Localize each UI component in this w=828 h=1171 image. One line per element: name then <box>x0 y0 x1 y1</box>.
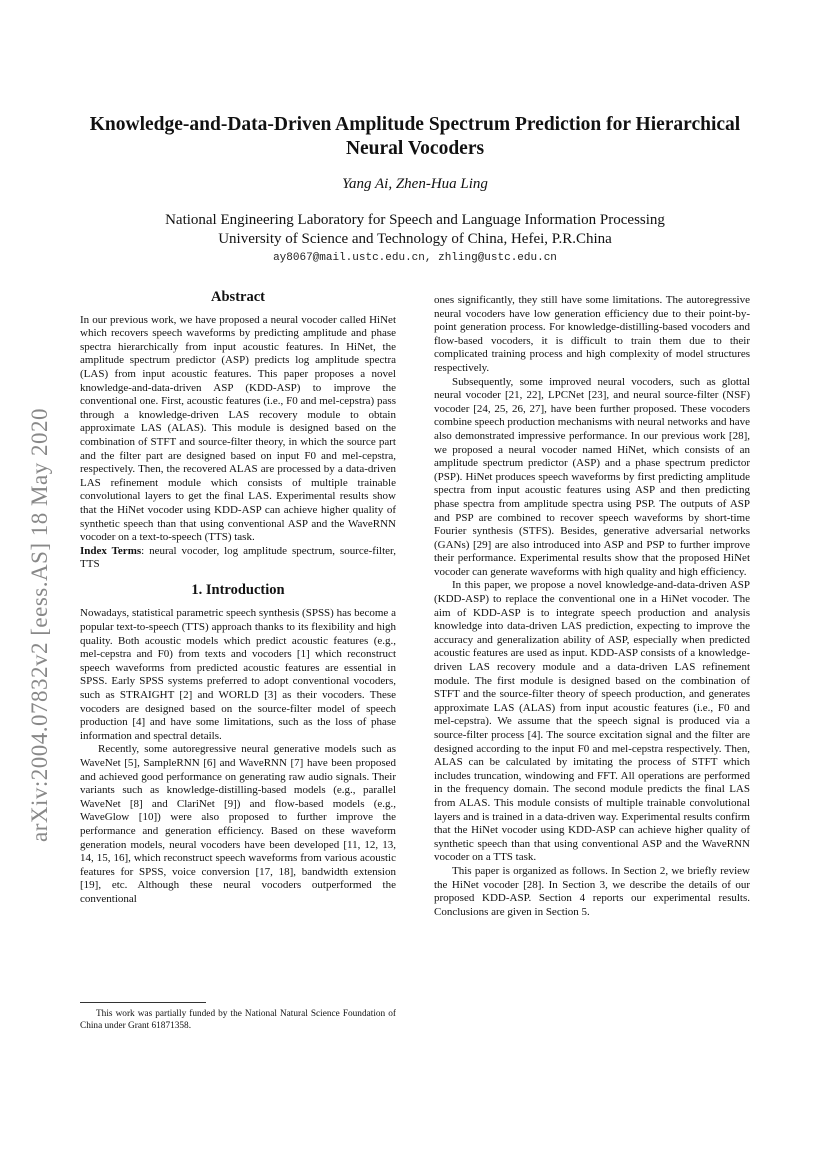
footnote-rule <box>80 1002 206 1003</box>
paper-title: Knowledge-and-Data-Driven Amplitude Spectrum Prediction for Hierarchical Neural Vocoders <box>89 114 741 159</box>
author-emails: ay8067@mail.ustc.edu.cn, zhling@ustc.edu.cn <box>273 252 557 264</box>
affiliation <box>70 211 760 249</box>
footnote-text: This work was partially funded by the National Natural Science Foundation of China under Grant 61871358. <box>80 1009 396 1031</box>
intro-paragraph-4: Subsequently, some improved neural vocoders, such as glottal neural vocoder [21, 22], LPCNet [23], and neural source-filter (NSF) vocoder [24, 25, 26, 27], have been further proposed. These vocoders combine speech production mechanisms with neural networks and have also demonstrated impressive performance. In our previous work [28], we proposed a neural vocoder named HiNet, which consists of an amplitude spectrum predictor (ASP) and a phase spectrum predictor (PSP). HiNet produces speech waveforms by first predicting amplitude spectra from input acoustic features using ASP and then predicting phase spectra from amplitude spectra using PSP. The outputs of ASP and PSP are combined to recover speech waveforms by short-time Fourier synthesis (STFS). Besides, generative adversarial networks (GANs) [29] are also introduced into ASP and PSP to further improve their performance. Experimental results show that the proposed HiNet vocoder can generate waveforms with high quality and high efficiency. <box>434 375 750 578</box>
index-terms-text: : neural vocoder, log amplitude spectrum, source-filter, TTS <box>80 544 396 571</box>
affiliation-line-2: University of Science and Technology of China, Hefei, P.R.China <box>218 231 612 247</box>
left-column <box>80 291 396 907</box>
index-terms <box>80 545 396 572</box>
arxiv-stamp <box>20 345 60 905</box>
footnote <box>80 1009 396 1032</box>
right-column <box>434 294 750 919</box>
affiliation-line-1: National Engineering Laboratory for Speech and Language Information Processing <box>165 212 665 228</box>
intro-paragraph-3: ones significantly, they still have some limitations. The autoregressive neural vocoders have low generation efficiency due to their point-by-point generation process. For knowledge-distilling-based vocoders and flow-based vocoders, it is difficult to train them due to their complicated training process and high complexity of model structures respectively. <box>434 294 750 374</box>
introduction-heading: 1. Introduction <box>191 581 285 598</box>
intro-paragraph-5: In this paper, we propose a novel knowledge-and-data-driven ASP (KDD-ASP) to replace the conventional one in a HiNet vocoder. The aim of KDD-ASP is to integrate speech production and analysis knowledge into data-driven LAS prediction, expecting to improve the accuracy and generalization ability of ASP, especially when predicted acoustic features are used as input. KDD-ASP consists of a knowledge-driven LAS recovery module and a data-driven LAS refinement module. The first module is designed based on the combination of STFT and the source-filter theory of speech production, and generates approximate LAS (ALAS) from input acoustic features (i.e., F0 and mel-cepstra). We assume that the speech signal is produced via a source-filter process [4]. The source excitation signal and the filter are designed according to the input F0 and mel-cepstra respectively. Then, ALAS can be calculated by imitating the process of STFT which includes truncation, windowing and FFT. All operations are performed in the frequency domain. The second module predicts the final LAS from ALAS. This module consists of multiple trainable convolutional layers and is trained in a data-driven way. Experimental results confirm that the HiNet vocoder using KDD-ASP can achieve higher quality of synthetic speech than that using conventional ASP and the WaveRNN vocoder on a TTS task. <box>434 579 750 864</box>
abstract-heading: Abstract <box>211 289 265 305</box>
intro-paragraph-1: Nowadays, statistical parametric speech synthesis (SPSS) has become a popular text-to-speech (TTS) approach thanks to its flexibility and high quality. Both acoustic models which predict acoustic features (e.g., mel-cepstra and F0) from texts and vocoders [1] which reconstruct speech waveforms from predicted acoustic features are essential in SPSS. Early SPSS systems preferred to adopt conventional vocoders, such as STRAIGHT [2] and WORLD [3] as their vocoders. These vocoders are designed based on the source-filter model of speech production [4] and have some limitations, such as the loss of phase information and spectral details. <box>80 607 396 742</box>
intro-paragraph-6: This paper is organized as follows. In Section 2, we briefly review the HiNet vocoder [28]. In Section 3, we describe the details of our proposed KDD-ASP. Section 4 reports our experimental results. Conclusions are given in Section 5. <box>434 864 750 918</box>
paper-authors: Yang Ai, Zhen-Hua Ling <box>342 176 488 192</box>
arxiv-stamp-text: arXiv:2004.07832v2 [eess.AS] 18 May 2020 <box>27 408 52 842</box>
index-terms-label: Index Terms <box>80 544 142 557</box>
intro-paragraph-2: Recently, some autoregressive neural generative models such as WaveNet [5], SampleRNN [6] and WaveRNN [7] have been proposed and achieved good performance on generating raw audio signals. Their variants such as knowledge-distilling-based models (e.g., parallel WaveNet [8] and ClariNet [9]) and flow-based models (e.g., WaveGlow [10]) were also proposed to further improve the performance and generation efficiency. Based on these waveform generation models, neural vocoders have been developed [11, 12, 13, 14, 15, 16], which reconstruct speech waveforms from various acoustic features for SPSS, voice conversion [17, 18], bandwidth extension [19], etc. Although these neural vocoders outperformed the conventional <box>80 743 396 905</box>
abstract-text: In our previous work, we have proposed a neural vocoder called HiNet which recovers speech waveforms by predicting amplitude and phase spectra hierarchically from input acoustic features. In HiNet, the amplitude spectrum predictor (ASP) predicts log amplitude spectra (LAS) from input acoustic features. This paper proposes a novel knowledge-and-data-driven ASP (KDD-ASP) to improve the conventional one. First, acoustic features (i.e., F0 and mel-cepstra) pass through a knowledge-driven LAS recovery module to obtain approximate LAS (ALAS). This module is designed based on the combination of STFT and source-filter theory, in which the source part and the filter part are designed based on input F0 and mel-cepstra, respectively. Then, the recovered ALAS are processed by a data-driven LAS refinement module which consists of multiple trainable convolutional layers to get the final LAS. Experimental results show that the HiNet vocoder using KDD-ASP can achieve higher quality of synthetic speech than that using conventional ASP and the WaveRNN vocoder on a text-to-speech (TTS) task. <box>80 313 396 544</box>
